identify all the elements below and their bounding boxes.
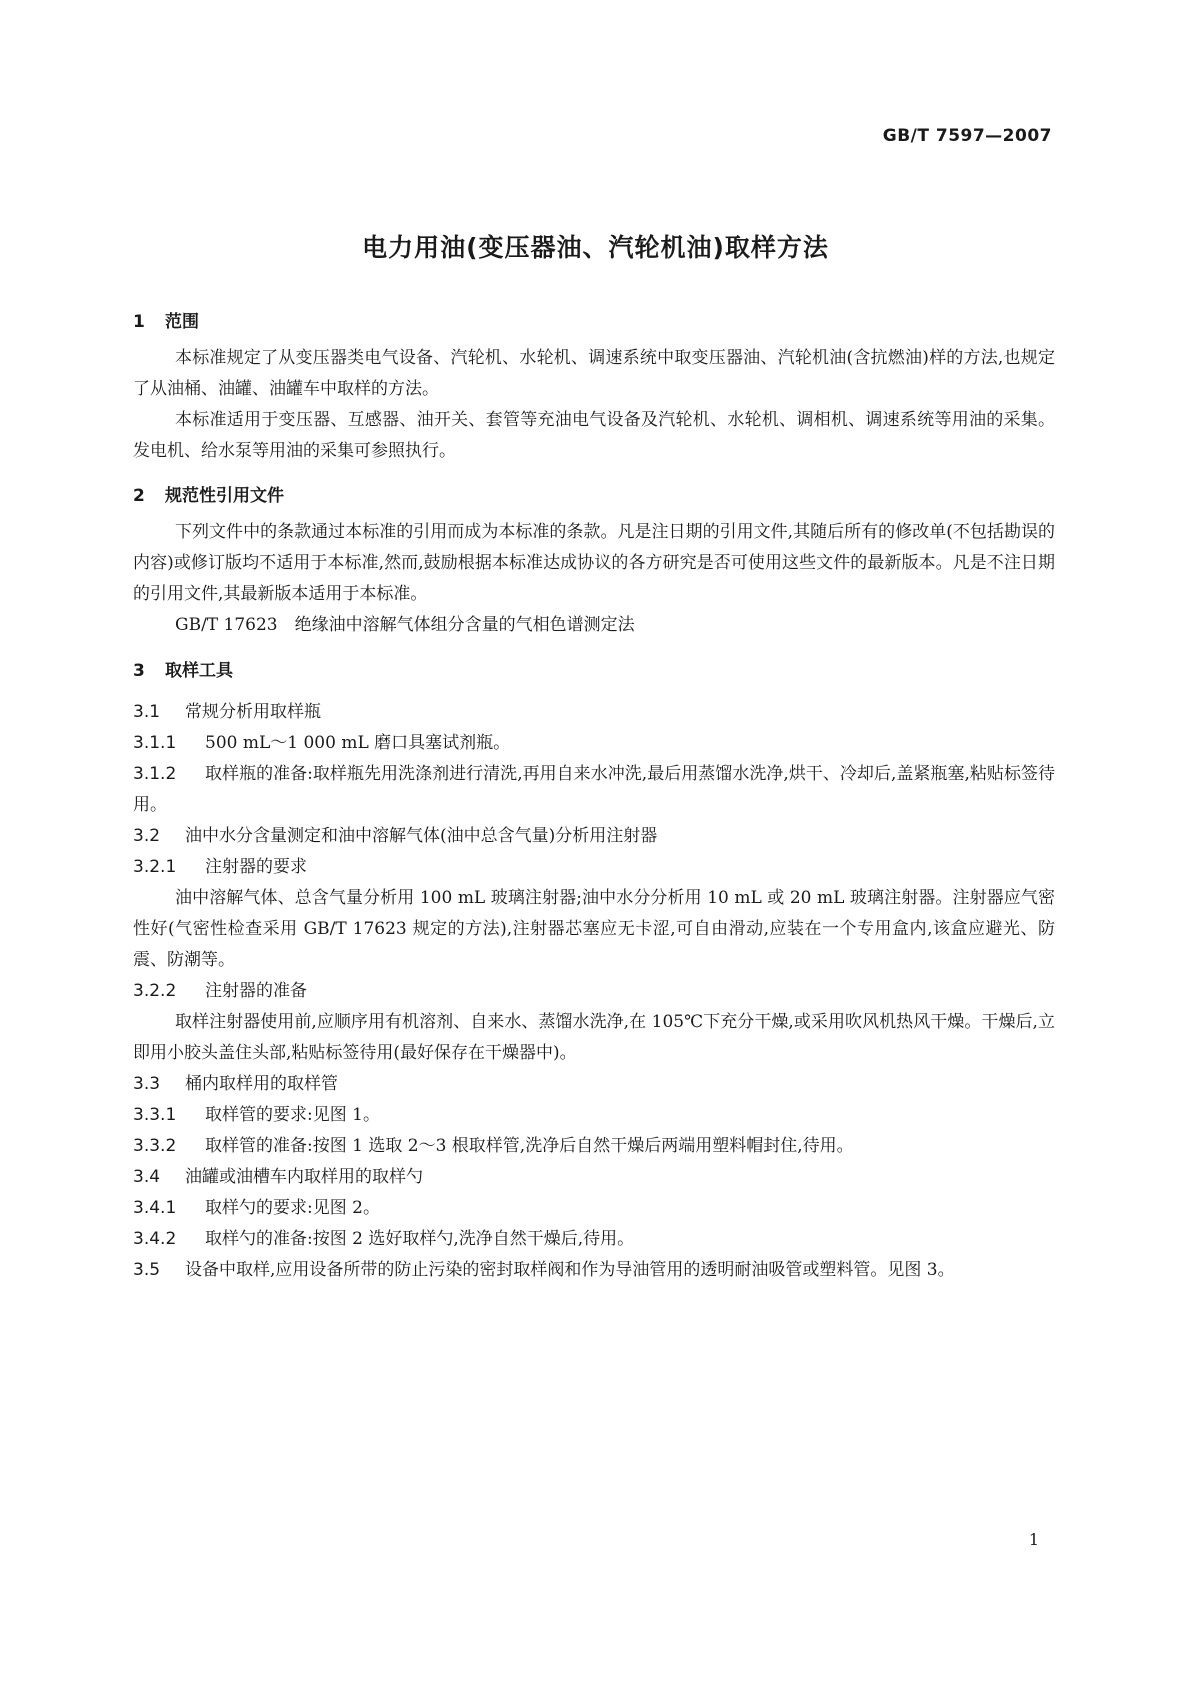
clause-3-1: 3.1 常规分析用取样瓶 [133, 702, 321, 722]
section-1-heading [133, 307, 199, 332]
clause-3-5: 3.5 设备中取样,应用设备所带的防止污染的密封取样阀和作为导油管用的透明耐油吸管或塑料管。见图 3。 [133, 1260, 955, 1280]
clause-3-2-1: 3.2.1 注射器的要求 [133, 857, 307, 877]
section-2-heading [133, 481, 284, 506]
standard-number: GB/T 7597—2007 [882, 126, 1052, 146]
section-number: 2 [133, 486, 145, 506]
clause-3-2-2-body: 取样注射器使用前,应顺序用有机溶剂、自来水、蒸馏水洗净,在 105℃下充分干燥,或采用吹风机热风干燥。干燥后,立即用小胶头盖住头部,粘贴标签待用(最好保存在干燥器中)。 [133, 1012, 1055, 1063]
section-number: 3 [133, 661, 145, 681]
clause-3-3-2: 3.3.2 取样管的准备:按图 1 选取 2～3 根取样管,洗净后自然干燥后两端用塑料帽封住,待用。 [133, 1136, 854, 1156]
clause-3-4-1: 3.4.1 取样勺的要求:见图 2。 [133, 1198, 380, 1218]
section-2-paragraph: 下列文件中的条款通过本标准的引用而成为本标准的条款。凡是注日期的引用文件,其随后所有的修改单(不包括勘误的内容)或修订版均不适用于本标准,然而,鼓励根据本标准达成协议的各方研究是否可使用这些文件的最新版本。凡是不注日期的引用文件,其最新版本适用于本标准。 [133, 522, 1055, 604]
section-1-paragraph-1: 本标准规定了从变压器类电气设备、汽轮机、水轮机、调速系统中取变压器油、汽轮机油(含抗燃油)样的方法,也规定了从油桶、油罐、油罐车中取样的方法。 [133, 348, 1055, 399]
clause-3-4: 3.4 油罐或油槽车内取样用的取样勺 [133, 1167, 423, 1187]
normative-reference: GB/T 17623 绝缘油中溶解气体组分含量的气相色谱测定法 [175, 615, 635, 635]
clause-3-2-1-body: 油中溶解气体、总含气量分析用 100 mL 玻璃注射器;油中水分分析用 10 mL 或 20 mL 玻璃注射器。注射器应气密性好(气密性检查采用 GB/T 17623 规定的方法),注射器芯塞应无卡涩,可自由滑动,应装在一个专用盒内,该盒应避光、防震、防潮等。 [133, 888, 1055, 970]
clause-3-2: 3.2 油中水分含量测定和油中溶解气体(油中总含气量)分析用注射器 [133, 826, 658, 846]
clause-3-1-2: 3.1.2 取样瓶的准备:取样瓶先用洗涤剂进行清洗,再用自来水冲洗,最后用蒸馏水洗净,烘干、冷却后,盖紧瓶塞,粘贴标签待用。 [133, 764, 1055, 815]
clause-3-3-1: 3.3.1 取样管的要求:见图 1。 [133, 1105, 380, 1125]
clause-3-4-2: 3.4.2 取样勺的准备:按图 2 选好取样勺,洗净自然干燥后,待用。 [133, 1229, 635, 1249]
clause-3-2-2: 3.2.2 注射器的准备 [133, 981, 307, 1001]
page-number: 1 [1028, 1530, 1039, 1549]
section-number: 1 [133, 312, 145, 332]
section-3-heading [133, 656, 233, 681]
section-title: 取样工具 [165, 661, 233, 681]
clause-3-3: 3.3 桶内取样用的取样管 [133, 1074, 338, 1094]
section-1-paragraph-2: 本标准适用于变压器、互感器、油开关、套管等充油电气设备及汽轮机、水轮机、调相机、调速系统等用油的采集。发电机、给水泵等用油的采集可参照执行。 [133, 410, 1055, 461]
document-title: 电力用油(变压器油、汽轮机油)取样方法 [362, 233, 829, 262]
section-title: 范围 [165, 312, 199, 332]
clause-3-1-1: 3.1.1 500 mL～1 000 mL 磨口具塞试剂瓶。 [133, 733, 511, 753]
section-title: 规范性引用文件 [165, 486, 284, 506]
